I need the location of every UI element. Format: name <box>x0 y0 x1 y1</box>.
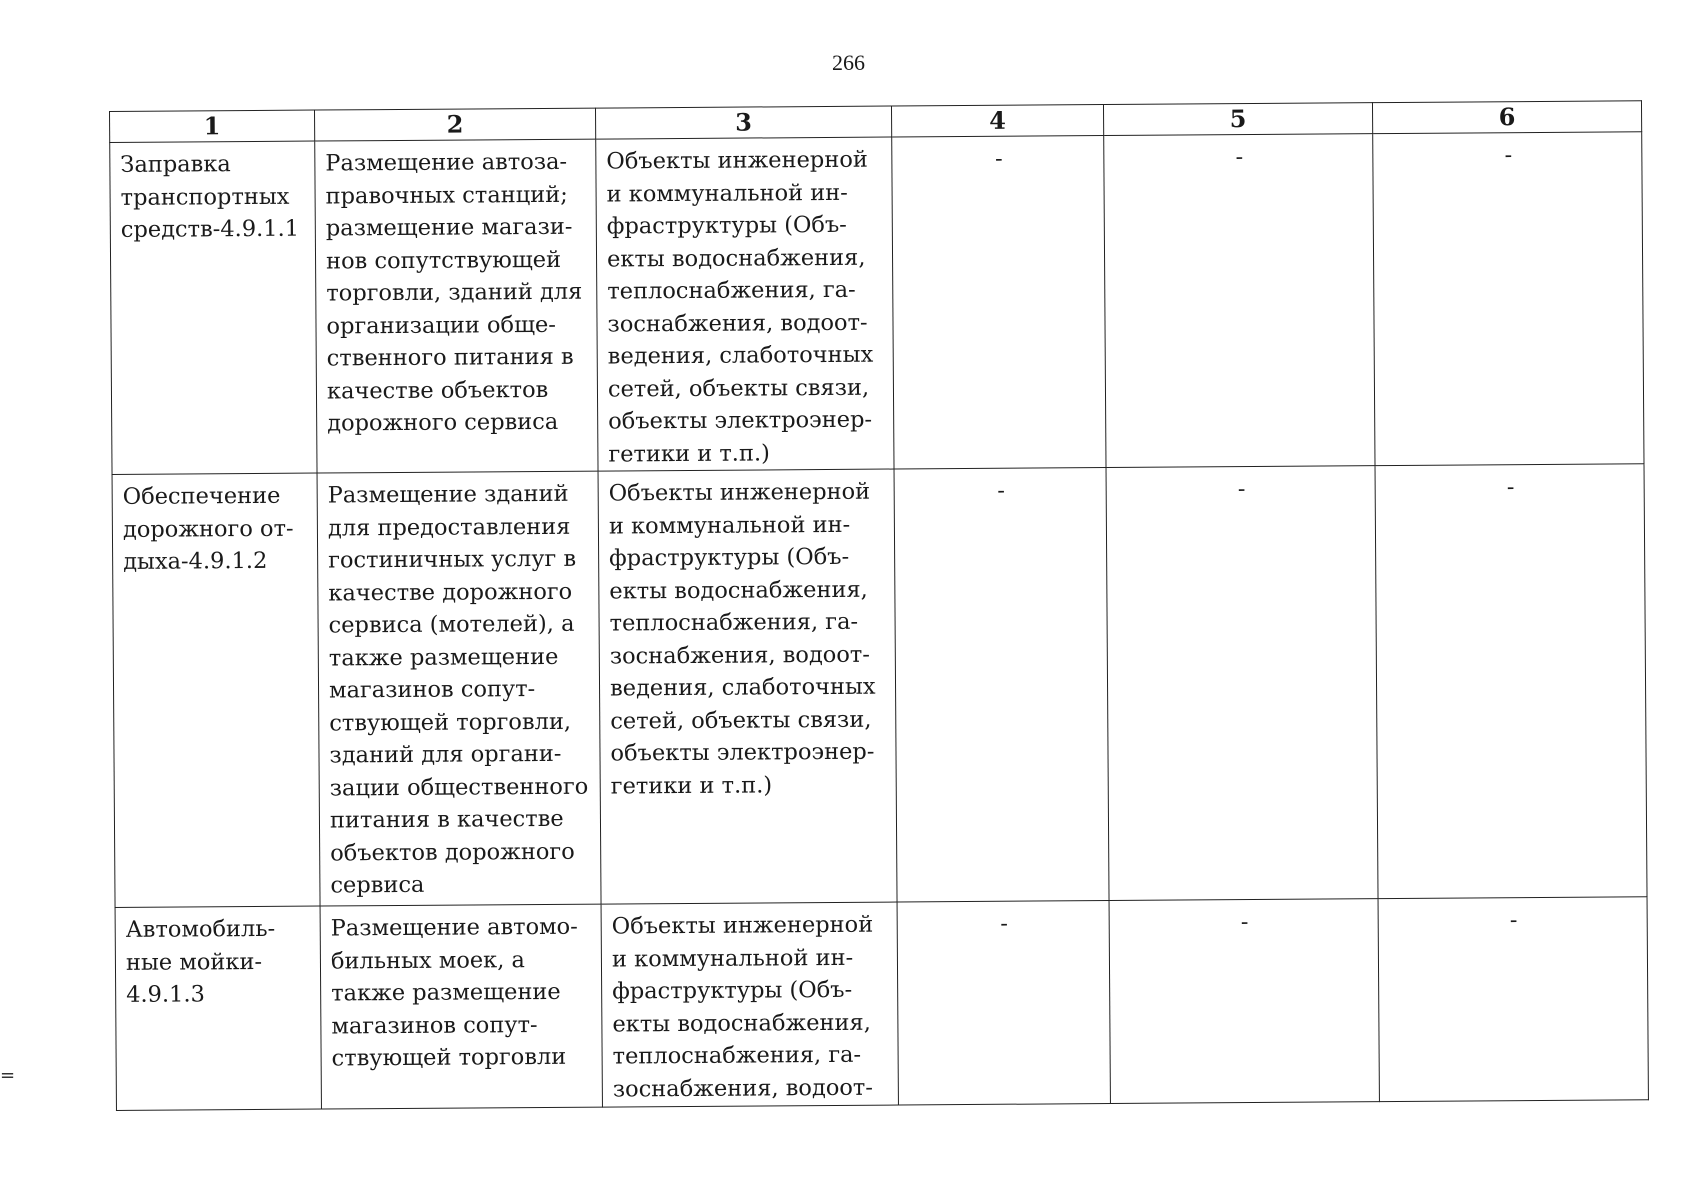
column-header-6: 6 <box>1372 101 1641 134</box>
description-text: Размещение автоза- правочных станций; размещение магази- нов сопутствующей торговли, зданий для организации обще- ственного питания в качестве объектов дорожного сервиса <box>325 148 583 437</box>
column-5-cell: - <box>1104 134 1375 468</box>
description-text: Размещение зданий для предоставления гостиничных услуг в качестве дорожного сервиса (мотелей), а также размещение магазинов сопут- ствующей торговли, зданий для органи- зации общественного питания в качестве объектов дорожного сервиса <box>327 480 589 899</box>
use-type-cell <box>112 473 320 907</box>
description-text: Размещение автомо- бильных моек, а также размещение магазинов сопут- ствующей торговли <box>330 913 578 1072</box>
use-type-cell <box>110 141 317 474</box>
allowed-objects-cell <box>601 902 898 1107</box>
column-5-cell: - <box>1106 466 1378 901</box>
margin-mark: = <box>0 1065 16 1086</box>
column-header-1: 1 <box>110 110 315 142</box>
description-cell <box>320 904 602 1109</box>
column-header-5: 5 <box>1103 103 1372 136</box>
page-number: 266 <box>832 50 865 75</box>
use-type-text: Заправка транспортных средств-4.9.1.1 <box>120 151 300 243</box>
use-type-text: Автомобиль- ные мойки- 4.9.1.3 <box>125 915 276 1008</box>
table-row <box>110 132 1644 475</box>
table-row <box>115 897 1648 1111</box>
description-cell <box>315 139 598 473</box>
column-6-cell: - <box>1378 897 1648 1102</box>
column-4-cell: - <box>892 136 1106 469</box>
allowed-objects-cell <box>596 137 894 471</box>
allowed-objects-text: Объекты инженерной и коммунальной ин- фраструктуры (Объ- екты водоснабжения, теплоснабжения, га- зоснабжения, водоот- <box>611 911 874 1103</box>
description-cell <box>317 471 601 906</box>
allowed-objects-cell <box>598 469 897 904</box>
allowed-objects-text: Объекты инженерной и коммунальной ин- фраструктуры (Объ- екты водоснабжения, теплоснабжения, га- зоснабжения, водоот- ведения, слаботочных сетей, объекты связи, объекты электроэнер- гетики и т.п.) <box>606 146 874 468</box>
column-4-cell: - <box>894 468 1109 902</box>
column-4-cell: - <box>897 901 1110 1105</box>
use-type-text: Обеспечение дорожного от- дыха-4.9.1.2 <box>122 482 294 575</box>
column-5-cell: - <box>1109 899 1379 1104</box>
column-6-cell: - <box>1373 132 1644 466</box>
land-use-table <box>109 100 1649 1111</box>
column-header-3: 3 <box>595 106 891 139</box>
use-type-cell <box>115 906 321 1110</box>
column-header-2: 2 <box>314 108 595 141</box>
allowed-objects-text: Объекты инженерной и коммунальной ин- фраструктуры (Объ- екты водоснабжения, теплоснабжения, га- зоснабжения, водоот- ведения, слаботочных сетей, объекты связи, объекты электроэнер- гетики и т.п.) <box>608 478 876 800</box>
column-6-cell: - <box>1375 464 1647 899</box>
column-header-4: 4 <box>891 105 1103 137</box>
table-row <box>112 464 1647 908</box>
